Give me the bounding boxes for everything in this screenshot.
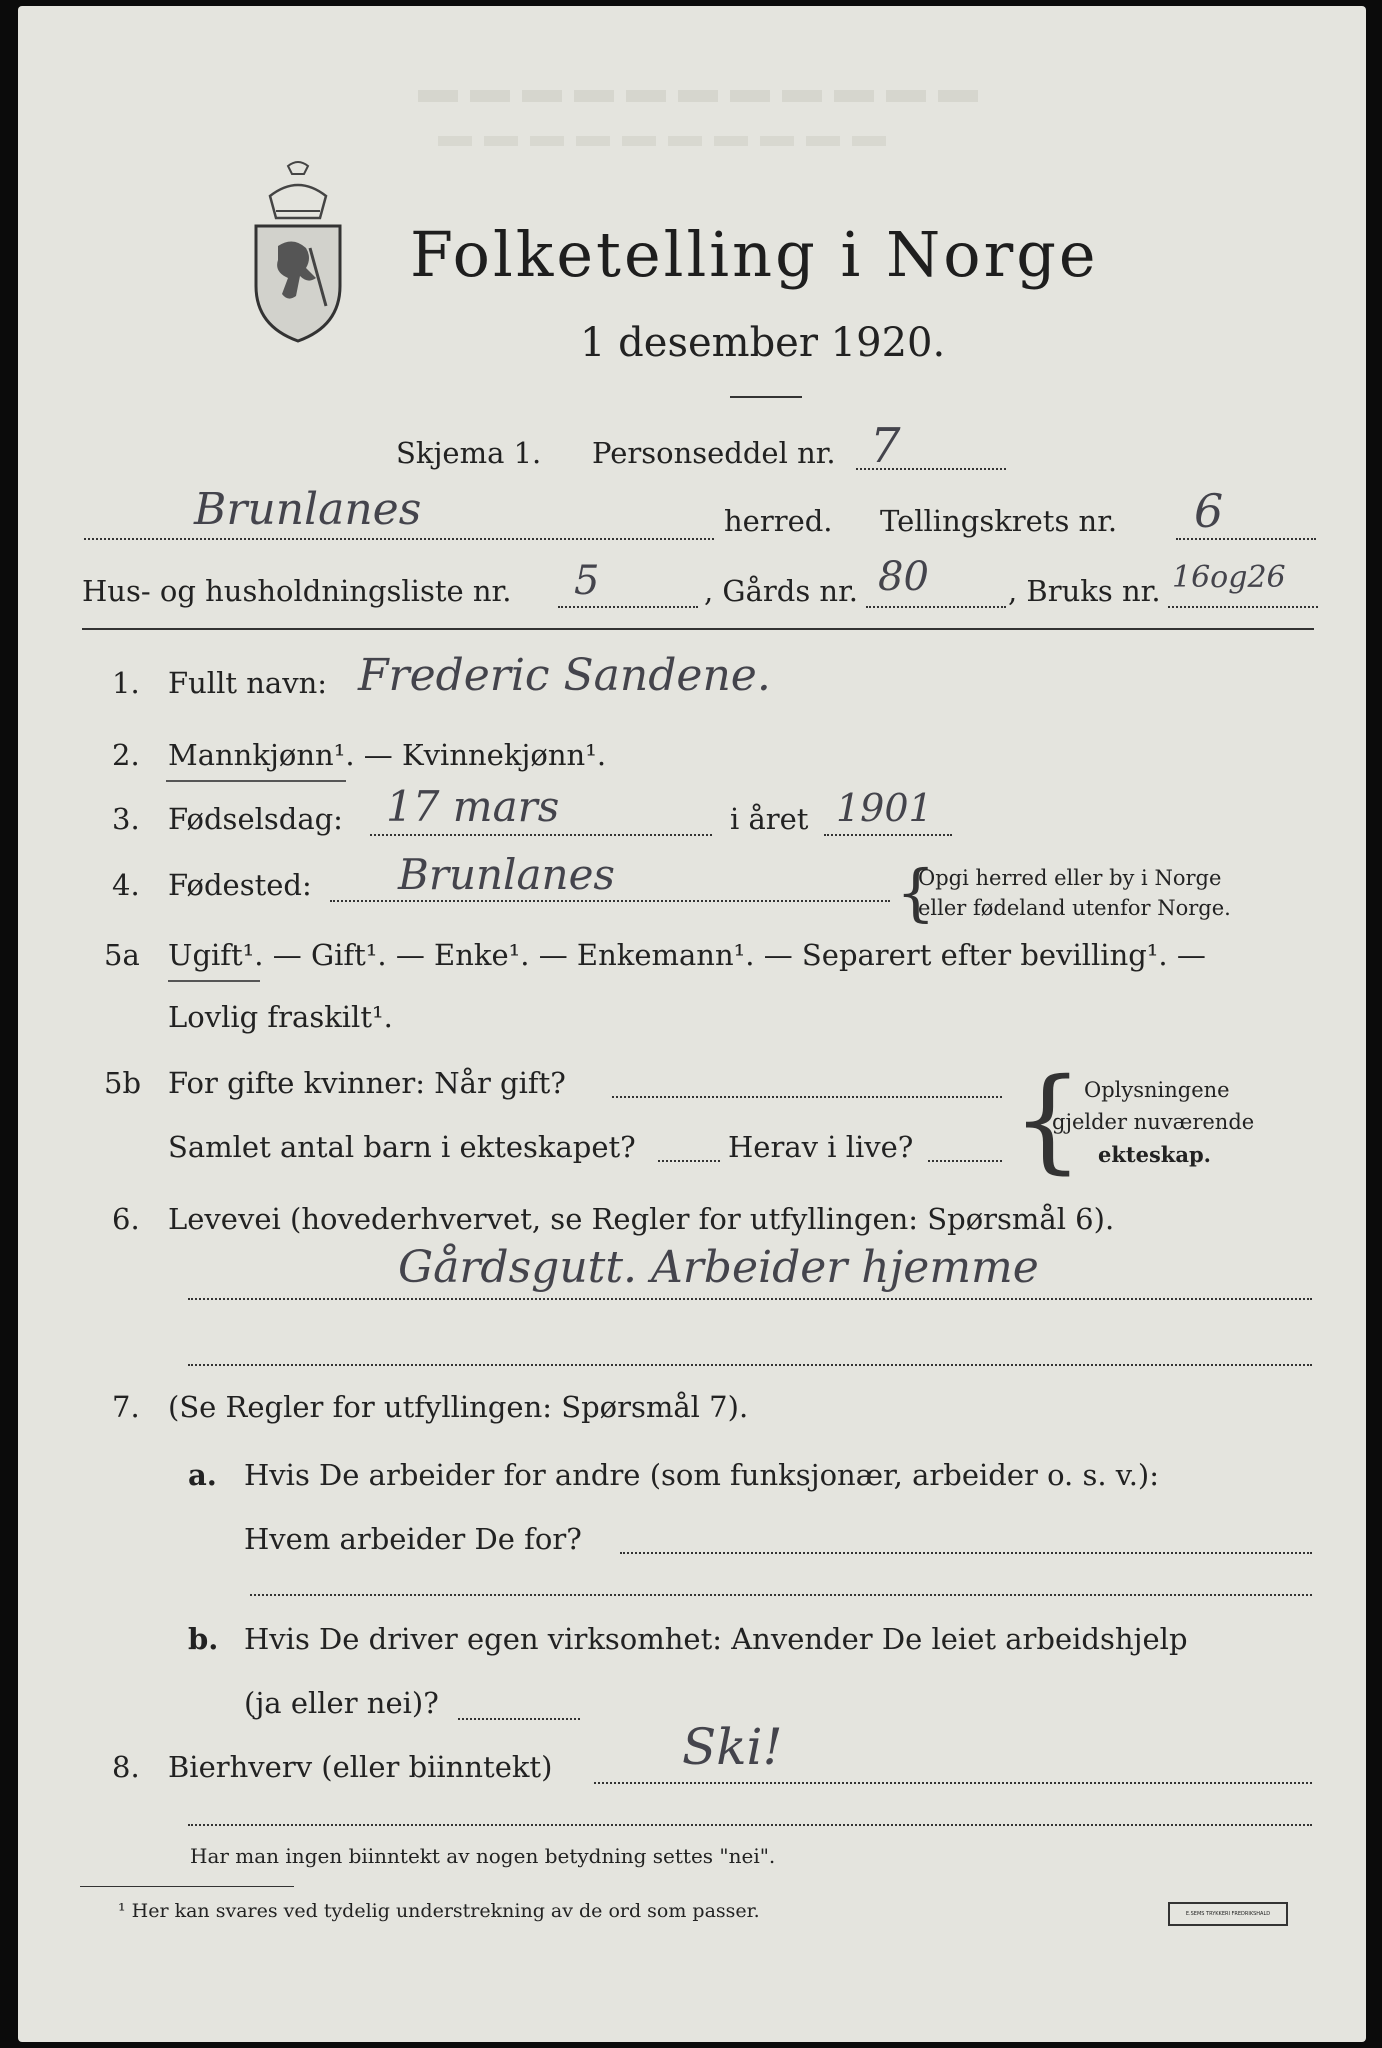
tellingskrets-label: Tellingskrets nr. [880, 504, 1118, 538]
q3-label: Fødselsdag: [168, 802, 343, 836]
employer-line-1 [620, 1552, 1312, 1554]
q4-brace: { [896, 856, 936, 929]
birthplace-line [330, 900, 890, 902]
q5b-note-line3: ekteskap. [1098, 1142, 1211, 1167]
q7b-letter: b. [188, 1622, 219, 1656]
q7-label: (Se Regler for utfyllingen: Spørsmål 7). [168, 1390, 749, 1424]
bleed-through-text [418, 90, 978, 102]
q4-label: Fødested: [168, 868, 312, 902]
q5a-number: 5a [104, 938, 140, 972]
employer-line-2 [250, 1594, 1312, 1596]
q1-label: Fullt navn: [168, 666, 328, 700]
bruks-label: , Bruks nr. [1008, 574, 1161, 608]
mannkjonn-underline [166, 780, 346, 782]
bleed-through-text [438, 136, 898, 146]
q3-birthdate-value: 17 mars [386, 782, 560, 831]
q5b-married-when: For gifte kvinner: Når gift? [168, 1066, 566, 1100]
q7-number: 7. [112, 1390, 140, 1424]
q5b-note-line1: Oplysningene [1084, 1078, 1230, 1102]
q8-side-income-value: Ski! [682, 1718, 783, 1776]
side-income-line [594, 1782, 1312, 1784]
q5b-number: 5b [104, 1066, 142, 1100]
household-list-value: 5 [574, 558, 600, 604]
household-list-line [558, 606, 698, 608]
q7b-line2: (ja eller nei)? [244, 1686, 439, 1720]
page-title: Folketelling i Norge [410, 218, 1099, 291]
q7a-letter: a. [188, 1458, 217, 1492]
q7a-line2: Hvem arbeider De for? [244, 1522, 582, 1556]
q4-note-line1: Opgi herred eller by i Norge [918, 866, 1222, 890]
q5b-children-alive: Herav i live? [728, 1130, 914, 1164]
q8-number: 8. [112, 1750, 140, 1784]
q4-number: 4. [112, 868, 140, 902]
q4-note-line2: eller fødeland utenfor Norge. [918, 896, 1231, 920]
tellingskrets-value: 6 [1194, 484, 1224, 538]
title-divider [730, 396, 802, 398]
q7b-line1: Hvis De driver egen virksomhet: Anvender De leiet arbeidshjelp [244, 1622, 1188, 1656]
footnote-divider [80, 1886, 294, 1887]
children-alive-line [928, 1160, 1002, 1162]
census-date: 1 desember 1920. [580, 320, 946, 366]
q3-year-value: 1901 [836, 786, 933, 830]
bruks-line [1168, 606, 1318, 608]
printer-stamp-text: E.SEMS TRYKKERI FREDRIKSHALD [1185, 1911, 1271, 1917]
footer-note: Har man ingen biinntekt av nogen betydning settes "nei". [190, 1844, 776, 1868]
herred-value: Brunlanes [194, 484, 422, 535]
hired-help-line [458, 1718, 580, 1720]
children-total-line [658, 1160, 720, 1162]
q5b-children-total: Samlet antal barn i ekteskapet? [168, 1130, 636, 1164]
occupation-line-1 [188, 1298, 1312, 1300]
printer-stamp [1168, 1902, 1288, 1926]
herred-line [84, 538, 714, 540]
q4-birthplace-value: Brunlanes [398, 850, 615, 899]
footnote: ¹ Her kan svares ved tydelig understrekning av de ord som passer. [118, 1900, 760, 1922]
bruks-value: 16og26 [1172, 560, 1286, 595]
herred-label: herred. [724, 504, 833, 538]
occupation-line-2 [188, 1364, 1312, 1366]
q3-year-label: i året [730, 802, 809, 836]
schema-label: Skjema 1. [396, 436, 542, 470]
birthyear-line [824, 834, 952, 836]
personseddel-value: 7 [870, 418, 901, 474]
q6-label: Levevei (hovederhvervet, se Regler for utfyllingen: Spørsmål 6). [168, 1202, 1115, 1236]
tellingskrets-line [1176, 538, 1316, 540]
household-list-label: Hus- og husholdningsliste nr. [82, 574, 512, 608]
birthdate-line [370, 834, 712, 836]
q6-number: 6. [112, 1202, 140, 1236]
ugift-underline [168, 980, 260, 982]
gards-label: , Gårds nr. [704, 574, 858, 608]
q8-label: Bierhverv (eller biinntekt) [168, 1750, 553, 1784]
q3-number: 3. [112, 802, 140, 836]
q5a-status-options: Ugift¹. — Gift¹. — Enke¹. — Enkemann¹. — Separert efter bevilling¹. — [168, 938, 1206, 972]
q6-occupation-value: Gårdsgutt. Arbeider hjemme [398, 1242, 1039, 1293]
q5b-brace: { [1012, 1055, 1084, 1185]
census-form-page [18, 6, 1366, 2042]
gards-line [866, 606, 1006, 608]
q2-number: 2. [112, 738, 140, 772]
header-divider [82, 628, 1314, 630]
side-income-line-2 [188, 1824, 1312, 1826]
coat-of-arms-emblem [248, 156, 348, 346]
gards-value: 80 [878, 554, 929, 600]
q7a-line1: Hvis De arbeider for andre (som funksjonær, arbeider o. s. v.): [244, 1458, 1160, 1492]
personseddel-label: Personseddel nr. [592, 436, 836, 470]
q1-name-value: Frederic Sandene. [358, 650, 771, 701]
married-when-line [612, 1096, 1002, 1098]
q1-number: 1. [112, 666, 140, 700]
q5a-status-options-2: Lovlig fraskilt¹. [168, 1000, 393, 1034]
q5b-note-line2: gjelder nuværende [1052, 1110, 1255, 1134]
q2-sex-options: Mannkjønn¹. — Kvinnekjønn¹. [168, 738, 607, 772]
